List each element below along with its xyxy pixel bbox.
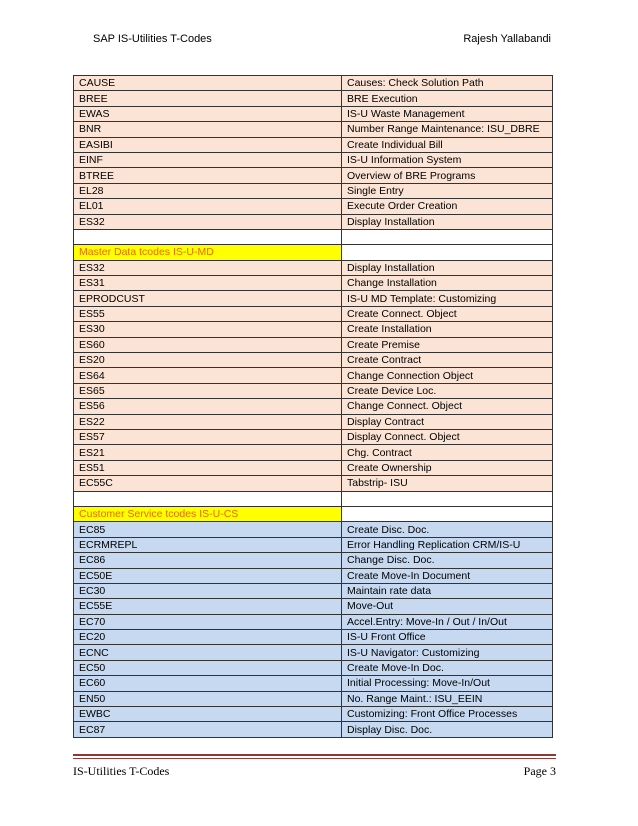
- table-row: [74, 152, 553, 167]
- tcode-cell: EC86: [74, 553, 342, 568]
- table-row: [74, 214, 553, 229]
- table-row: [74, 522, 553, 537]
- tcode-cell: BREE: [74, 91, 342, 106]
- table-row: [74, 614, 553, 629]
- description-cell: Create Device Loc.: [342, 383, 553, 398]
- table-row: [74, 199, 553, 214]
- tcode-cell: [74, 229, 342, 244]
- description-cell: Move-Out: [342, 599, 553, 614]
- description-cell: Chg. Contract: [342, 445, 553, 460]
- description-cell: Display Connect. Object: [342, 429, 553, 444]
- table-row: [74, 276, 553, 291]
- description-cell: Display Installation: [342, 214, 553, 229]
- description-cell: Execute Order Creation: [342, 199, 553, 214]
- description-cell: Create Contract: [342, 353, 553, 368]
- table-row: [74, 399, 553, 414]
- tcode-cell: EWAS: [74, 106, 342, 121]
- tcode-cell: ES57: [74, 429, 342, 444]
- description-cell: Change Connection Object: [342, 368, 553, 383]
- tcode-cell: EC85: [74, 522, 342, 537]
- tcode-cell: [74, 491, 342, 506]
- tcode-cell: ES55: [74, 306, 342, 321]
- description-cell: Create Installation: [342, 322, 553, 337]
- description-cell: Display Installation: [342, 260, 553, 275]
- table-row: [74, 476, 553, 491]
- tcode-cell: EC50E: [74, 568, 342, 583]
- tcode-table-container: [73, 75, 553, 738]
- description-cell: [342, 229, 553, 244]
- tcode-cell: ES21: [74, 445, 342, 460]
- table-row: [74, 722, 553, 737]
- tcode-cell: EWBC: [74, 707, 342, 722]
- section-title: Master Data tcodes IS-U-MD: [74, 245, 342, 260]
- section-title: Customer Service tcodes IS-U-CS: [74, 506, 342, 521]
- description-cell: Overview of BRE Programs: [342, 168, 553, 183]
- tcode-table-body: [74, 76, 553, 738]
- table-row: [74, 353, 553, 368]
- description-cell: Initial Processing: Move-In/Out: [342, 676, 553, 691]
- footer-title: IS-Utilities T-Codes: [73, 764, 170, 778]
- description-cell: Create Move-In Document: [342, 568, 553, 583]
- tcode-cell: EL01: [74, 199, 342, 214]
- table-row: [74, 599, 553, 614]
- footer-rule-thin: [73, 758, 556, 759]
- description-cell: Create Disc. Doc.: [342, 522, 553, 537]
- description-cell: IS-U MD Template: Customizing: [342, 291, 553, 306]
- header-author: Rajesh Yallabandi: [463, 33, 551, 45]
- tcode-cell: ES60: [74, 337, 342, 352]
- footer-rule-thick: [73, 754, 556, 756]
- table-row: [74, 260, 553, 275]
- spacer-row: [74, 491, 553, 506]
- tcode-cell: EC55E: [74, 599, 342, 614]
- table-row: [74, 291, 553, 306]
- description-cell: Create Move-In Doc.: [342, 660, 553, 675]
- table-row: [74, 676, 553, 691]
- tcode-cell: ES56: [74, 399, 342, 414]
- tcode-cell: BTREE: [74, 168, 342, 183]
- tcode-cell: ES22: [74, 414, 342, 429]
- table-row: [74, 76, 553, 91]
- description-cell: [342, 506, 553, 521]
- tcode-cell: ES20: [74, 353, 342, 368]
- tcode-cell: ECRMREPL: [74, 537, 342, 552]
- description-cell: Create Connect. Object: [342, 306, 553, 321]
- description-cell: [342, 491, 553, 506]
- table-row: [74, 645, 553, 660]
- table-row: [74, 106, 553, 121]
- description-cell: Create Individual Bill: [342, 137, 553, 152]
- tcode-cell: ES51: [74, 460, 342, 475]
- description-cell: Maintain rate data: [342, 583, 553, 598]
- table-row: [74, 322, 553, 337]
- table-row: [74, 429, 553, 444]
- table-row: [74, 660, 553, 675]
- tcode-cell: CAUSE: [74, 76, 342, 91]
- tcode-cell: BNR: [74, 122, 342, 137]
- description-cell: IS-U Navigator: Customizing: [342, 645, 553, 660]
- description-cell: Change Installation: [342, 276, 553, 291]
- table-row: [74, 368, 553, 383]
- tcode-cell: EINF: [74, 152, 342, 167]
- section-header-row: [74, 506, 553, 521]
- tcode-cell: ECNC: [74, 645, 342, 660]
- tcode-cell: ES32: [74, 260, 342, 275]
- tcode-cell: EC50: [74, 660, 342, 675]
- tcode-cell: EC70: [74, 614, 342, 629]
- table-row: [74, 568, 553, 583]
- tcode-cell: EASIBI: [74, 137, 342, 152]
- tcode-cell: ES64: [74, 368, 342, 383]
- table-row: [74, 537, 553, 552]
- description-cell: Tabstrip- ISU: [342, 476, 553, 491]
- description-cell: Causes: Check Solution Path: [342, 76, 553, 91]
- table-row: [74, 168, 553, 183]
- table-row: [74, 583, 553, 598]
- tcode-cell: EN50: [74, 691, 342, 706]
- section-header-row: [74, 245, 553, 260]
- description-cell: No. Range Maint.: ISU_EEIN: [342, 691, 553, 706]
- tcode-cell: EC55C: [74, 476, 342, 491]
- header-title: SAP IS-Utilities T-Codes: [93, 33, 212, 45]
- tcode-cell: EPRODCUST: [74, 291, 342, 306]
- table-row: [74, 691, 553, 706]
- table-row: [74, 553, 553, 568]
- table-row: [74, 337, 553, 352]
- table-row: [74, 306, 553, 321]
- description-cell: Change Disc. Doc.: [342, 553, 553, 568]
- table-row: [74, 445, 553, 460]
- tcode-cell: EC87: [74, 722, 342, 737]
- tcode-cell: EC30: [74, 583, 342, 598]
- table-row: [74, 122, 553, 137]
- page-number: Page 3: [523, 764, 556, 778]
- tcode-table: [73, 75, 553, 738]
- description-cell: [342, 245, 553, 260]
- description-cell: Display Disc. Doc.: [342, 722, 553, 737]
- tcode-cell: ES30: [74, 322, 342, 337]
- tcode-cell: ES31: [74, 276, 342, 291]
- description-cell: Accel.Entry: Move-In / Out / In/Out: [342, 614, 553, 629]
- tcode-cell: EC20: [74, 630, 342, 645]
- description-cell: Customizing: Front Office Processes: [342, 707, 553, 722]
- table-row: [74, 414, 553, 429]
- description-cell: Change Connect. Object: [342, 399, 553, 414]
- table-row: [74, 183, 553, 198]
- tcode-cell: ES65: [74, 383, 342, 398]
- table-row: [74, 91, 553, 106]
- description-cell: Create Ownership: [342, 460, 553, 475]
- description-cell: Single Entry: [342, 183, 553, 198]
- description-cell: Display Contract: [342, 414, 553, 429]
- tcode-cell: ES32: [74, 214, 342, 229]
- description-cell: BRE Execution: [342, 91, 553, 106]
- description-cell: IS-U Waste Management: [342, 106, 553, 121]
- description-cell: Number Range Maintenance: ISU_DBRE: [342, 122, 553, 137]
- description-cell: Error Handling Replication CRM/IS-U: [342, 537, 553, 552]
- description-cell: IS-U Information System: [342, 152, 553, 167]
- table-row: [74, 707, 553, 722]
- table-row: [74, 630, 553, 645]
- table-row: [74, 383, 553, 398]
- table-row: [74, 137, 553, 152]
- tcode-cell: EL28: [74, 183, 342, 198]
- description-cell: IS-U Front Office: [342, 630, 553, 645]
- tcode-cell: EC60: [74, 676, 342, 691]
- spacer-row: [74, 229, 553, 244]
- description-cell: Create Premise: [342, 337, 553, 352]
- table-row: [74, 460, 553, 475]
